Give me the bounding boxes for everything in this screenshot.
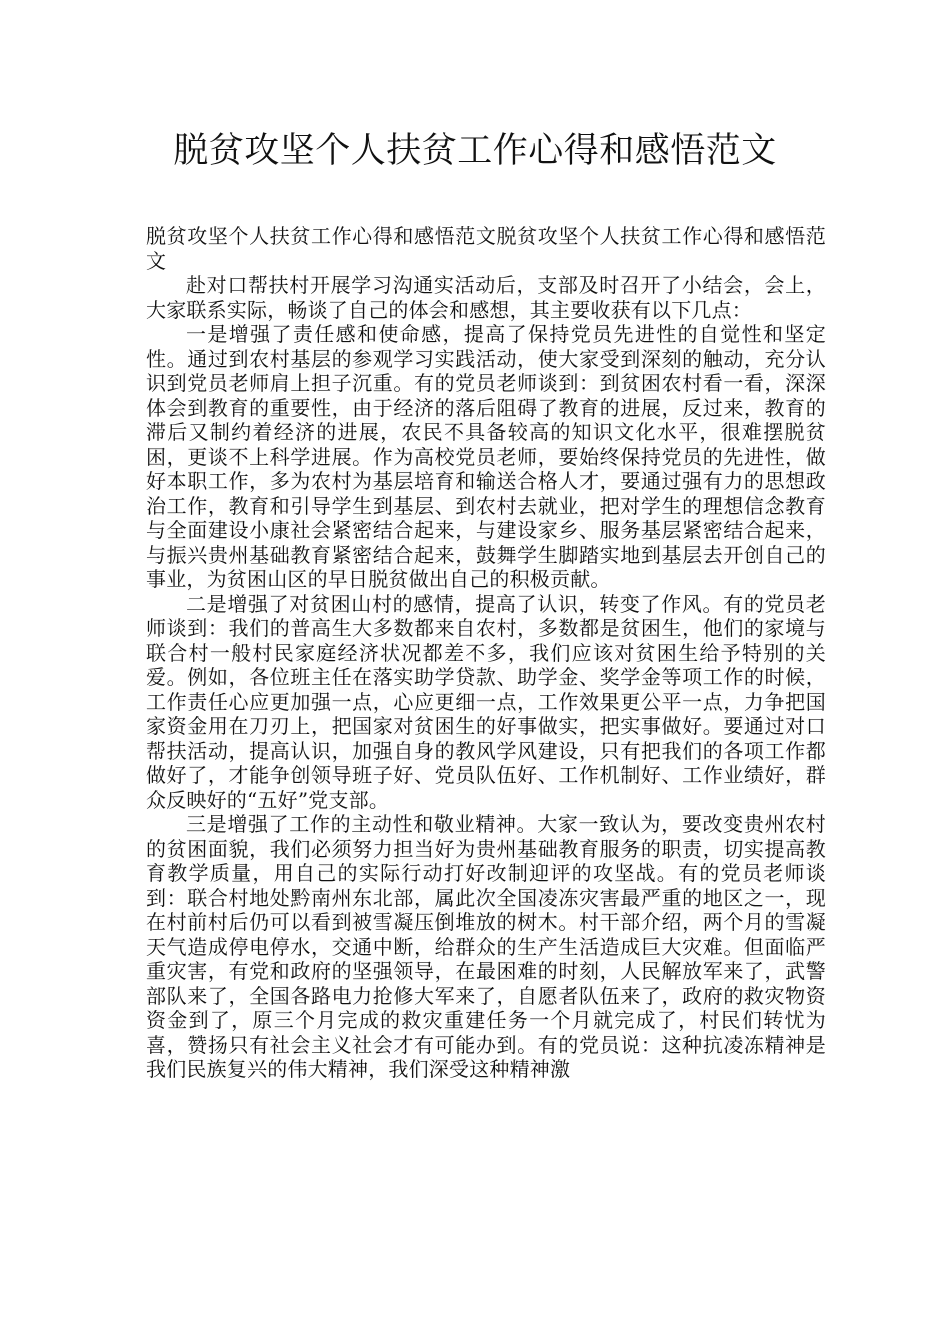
paragraph-intro: 赴对口帮扶村开展学习沟通实活动后，支部及时召开了小结会，会上，大家联系实际，畅谈了自己的体会和感想，其主要收获有以下几点： xyxy=(146,273,826,322)
document-title: 脱贫攻坚个人扶贫工作心得和感悟范文 xyxy=(173,131,777,171)
paragraph-point-one: 一是增强了责任感和使命感，提高了保持党员先进性的自觉性和坚定性。通过到农村基层的参观学习实践活动，使大家受到深刻的触动，充分认识到党员老师肩上担子沉重。有的党员老师谈到：到贫困农村看一看，深深体会到教育的重要性，由于经济的落后阻碍了教育的进展，反过来，教育的滞后又制约着经济的进展，农民不具备较高的知识文化水平，很难摆脱贫困，更谈不上科学进展。作为高校党员老师，要始终保持党员的先进性，做好本职工作，多为农村为基层培育和输送合格人才，要通过强有力的思想政治工作，教育和引导学生到基层、到农村去就业，把对学生的理想信念教育与全面建设小康社会紧密结合起来，与建设家乡、服务基层紧密结合起来，与振兴贵州基础教育紧密结合起来，鼓舞学生脚踏实地到基层去开创自己的事业，为贫困山区的早日脱贫做出自己的积极贡献。 xyxy=(146,322,826,591)
paragraph-point-three: 三是增强了工作的主动性和敬业精神。大家一致认为，要改变贵州农村的贫困面貌，我们必须努力担当好为贵州基础教育服务的职责，切实提高教育教学质量，用自己的实际行动打好改制迎评的攻坚战。有的党员老师谈到：联合村地处黔南州东北部，属此次全国凌冻灾害最严重的地区之一，现在村前村后仍可以看到被雪凝压倒堆放的树木。村干部介绍，两个月的雪凝天气造成停电停水，交通中断，给群众的生产生活造成巨大灾难。但面临严重灾害，有党和政府的坚强领导，在最困难的时刻，人民解放军来了，武警部队来了，全国各路电力抢修大军来了，自愿者队伍来了，政府的救灾物资资金到了，原三个月完成的救灾重建任务一个月就完成了，村民们转忧为喜，赞扬只有社会主义社会才有可能办到。有的党员说：这种抗凌冻精神是我们民族复兴的伟大精神，我们深受这种精神激 xyxy=(146,812,826,1081)
heading-line: 脱贫攻坚个人扶贫工作心得和感悟范文脱贫攻坚个人扶贫工作心得和感悟范文 xyxy=(146,224,826,273)
document-body xyxy=(146,224,826,1082)
paragraph-point-two: 二是增强了对贫困山村的感情，提高了认识，转变了作风。有的党员老师谈到：我们的普高生大多数都来自农村，多数都是贫困生，他们的家境与联合村一般村民家庭经济状况都差不多，我们应该对贫困生给予特别的关爱。例如，各位班主任在落实助学贷款、助学金、奖学金等项工作的时候，工作责任心应更加强一点，心应更细一点，工作效果更公平一点，力争把国家资金用在刀刃上，把国家对贫困生的好事做实，把实事做好。要通过对口帮扶活动，提高认识，加强自身的教风学风建设，只有把我们的各项工作都做好了，才能争创领导班子好、党员队伍好、工作机制好、工作业绩好，群众反映好的“五好”党支部。 xyxy=(146,591,826,812)
